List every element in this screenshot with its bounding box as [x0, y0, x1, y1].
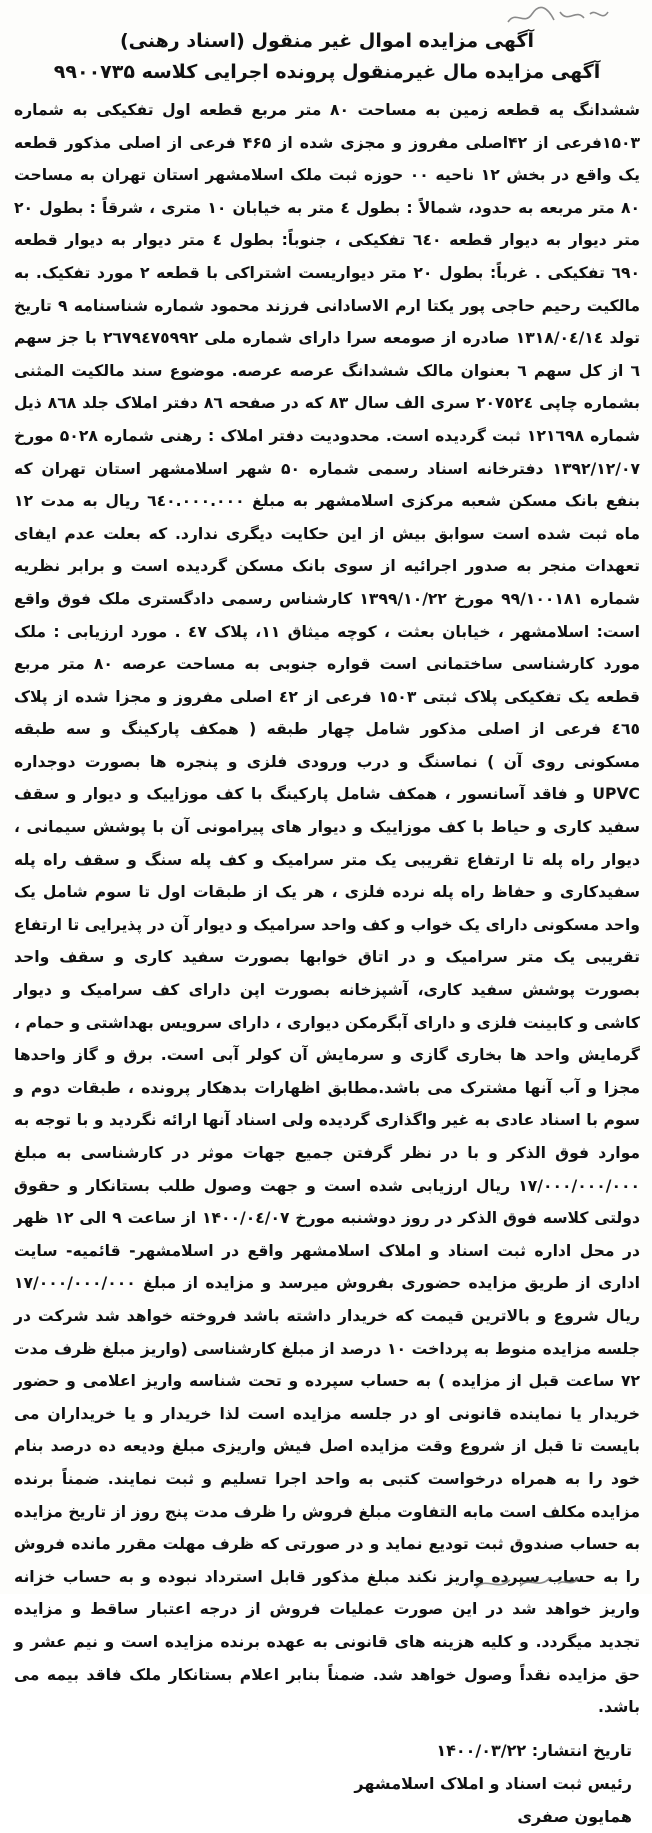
handwritten-scribble-icon — [472, 1572, 582, 1594]
auction-notice — [14, 26, 640, 1833]
signer-title: رئیس ثبت اسناد و املاک اسلامشهر — [354, 1773, 632, 1793]
notice-body: ششدانگ یه قطعه زمین به مساحت ۸۰ متر مربع قطعه اول تفکیکی به شماره ۱۵۰۳فرعی از ۴۲اصلی مفروز و مجزی شده از ۴۶۵ فرعی از اصلی مذکور قطعه یک واقع در بخش ۱۲ ناحیه ۰۰ حوزه ثبت ملک اسلامشهر استان تهران به مساحت ۸۰ متر مربعه به حدود، شمالاً : بطول ٤ متر به خیابان ۱۰ متری ، شرقاً : بطول ۲۰ متر دیوار به دیوار قطعه ٦٤٠ تفکیکی ، جنوباً: بطول ٤ متر دیوار به دیوار قطعه ٦٩٠ تفکیکی . غرباً: بطول ۲۰ متر دیواریست اشتراکی با قطعه ۲ مورد تفکیک. به مالکیت رحیم حاجی پور یکتا ارم الاسادانی فرزند محمود شماره شناسنامه ۹ تاریخ تولد ۱۳۱۸/۰٤/۱٤ صادره از صومعه سرا دارای شماره ملی ۲٦۷۹٤٧٥٩٩۲ با جز سهم ٦ از کل سهم ٦ بعنوان مالک ششدانگ عرصه عرصه. موضوع سند مالکیت المثنی بشماره چاپی ۲۰۷٥۲٤ سری الف سال ۸۳ که در صفحه ۸٦ دفتر املاک جلد ۸٦۸ ذیل شماره ۱۲۱٦۹۸ ثبت گردیده است. محدودیت دفتر املاک : رهنی شماره ۵۰۲۸ مورخ ۱۳۹۲/۱۲/۰۷ دفترخانه اسناد رسمی شماره ۵۰ شهر اسلامشهر استان تهران که بنفع بانک مسکن شعبه مرکزی اسلامشهر به مبلغ ٦٤۰.۰۰۰.۰۰۰ ریال به مدت ۱۲ ماه ثبت شده است سوابق بیش از این حکایت دیگری ندارد. که بعلت عدم ایفای تعهدات منجر به صدور اجرائیه از سوی بانک مسکن گردیده است و برابر نظریه شماره ۹۹/۱۰۰۱۸۱ مورخ ۱۳۹۹/۱۰/۲۲ کارشناس رسمی دادگستری ملک فوق واقع است: اسلامشهر ، خیابان بعثت ، کوچه میثاق ۱۱، پلاک ٤۷ . مورد ارزیابی : ملک مورد کارشناسی ساختمانی است قواره جنوبی به مساحت عرصه ۸۰ متر مربع قطعه یک تفکیکی پلاک ثبتی ۱۵۰۳ فرعی از ٤۲ اصلی مفروز و مجزا شده از پلاک ٤٦٥ فرعی از اصلی مذکور شامل چهار طبقه ( همکف پارکینگ و سه طبقه مسکونی روی آن ) نماسنگ و درب ورودی فلزی و پنجره ها بصورت دوجداره UPVC و فاقد آسانسور ، همکف شامل پارکینگ با کف موزاییک و دیوار و سقف سفید کاری و حیاط با کف موزاییک و دیوار های پیرامونی آن با پوشش سیمانی ، دیوار راه پله تا ارتفاع تقریبی یک متر سرامیک و کف پله سنگ و سقف راه پله سفیدکاری و حفاظ راه پله نرده فلزی ، هر یک از طبقات اول تا سوم شامل یک واحد مسکونی دارای یک خواب و کف واحد سرامیک و دیوار آن در پذیرایی تا ارتفاع تقریبی یک متر سرامیک و در اتاق خوابها بصورت سفید کاری و سقف واحد بصورت پوشش سفید کاری، آشپزخانه بصورت اپن دارای کف سرامیک و دیوار کاشی و کابینت فلزی و دارای آبگرمکن دیواری ، دارای سرویس بهداشتی و حمام ، گرمایش واحد ها بخاری گازی و سرمایش آن کولر آبی است. برق و گاز واحدها مجزا و آب آنها مشترک می باشد.مطابق اظهارات بدهکار پرونده ، طبقات دوم و سوم با اسناد عادی به غیر واگذاری گردیده ولی اسناد آنها ارائه نگردید و با توجه به موارد فوق الذکر و با در نظر گرفتن جمیع جهات موثر در کارشناسی به مبلغ ۱۷/۰۰۰/۰۰۰/۰۰۰ ریال ارزیابی شده است و جهت وصول طلب بستانکار و حقوق دولتی کلاسه فوق الذکر در روز دوشنبه مورخ ۱۴۰۰/۰٤/۰۷ از ساعت ۹ الی ۱۲ ظهر در محل اداره ثبت اسناد و املاک اسلامشهر واقع در اسلامشهر- قائمیه- سایت اداری از طریق مزایده حضوری بفروش میرسد و مزایده از مبلغ ۱۷/۰۰۰/۰۰۰/۰۰۰ ریال شروع و بالاترین قیمت که خریدار داشته باشد فروخته خواهد شد شرکت در جلسه مزایده منوط به پرداخت ۱۰ درصد از مبلغ کارشناسی (واریز مبلغ ظرف مدت ۷۲ ساعت قبل از مزایده ) به حساب سپرده و تحت شناسه واریز اعلامی و حضور خریدار یا نماینده قانونی او در جلسه مزایده است لذا خریدار و یا خریداران می بایست تا قبل از شروع وقت مزایده اصل فیش واریزی مبلغ ودیعه ده درصد بنام خود را به همراه درخواست کتبی به واحد اجرا تسلیم و ثبت نمایند. ضمناً برنده مزایده مکلف است مابه التفاوت مبلغ فروش را ظرف مدت پنج روز از تاریخ مزایده به حساب صندوق ثبت تودیع نماید و در صورتی که ظرف مهلت مقرر مانده فروش را به حساب سپرده واریز نکند مبلغ مذکور قابل استرداد نبوده و به حساب خزانه واریز خواهد شد در این صورت عملیات فروش از درجه اعتبار ساقط و مزایده تجدید میگردد. و کلیه هزینه های قانونی به عهده برنده مزایده است و نیم عشر و حق مزایده نقداً وصول خواهد شد. ضمناً بنابر اعلام بستانکار ملک فاقد بیمه می باشد. — [14, 101, 641, 1717]
publish-date: تاریخ انتشار: ۱۴۰۰/۰۳/۲۲ — [436, 1740, 632, 1760]
signer-name: همایون صفری — [517, 1806, 632, 1826]
notice-title: آگهی مزایده اموال غیر منقول (اسناد رهنی) — [119, 30, 535, 52]
notice-subtitle: آگهی مزایده مال غیرمنقول پرونده اجرایی کلاسه ۹۹۰۰۷۳۵ — [53, 61, 601, 83]
notice-footer — [14, 1734, 640, 1833]
